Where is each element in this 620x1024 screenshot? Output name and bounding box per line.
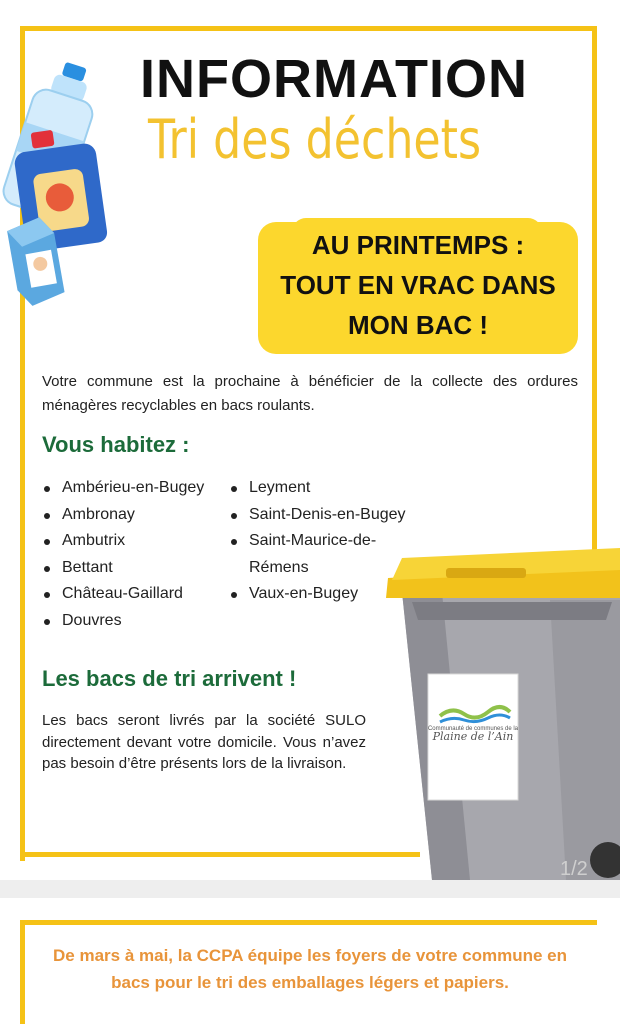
list-item: Bettant — [42, 555, 204, 582]
list-item: Château-Gaillard — [42, 581, 204, 608]
recyclables-illustration — [0, 58, 130, 308]
callout-line-2: TOUT EN VRAC DANS — [280, 270, 556, 300]
frame-border-left — [20, 920, 25, 1024]
page2-intro-text: De mars à mai, la CCPA équipe les foyers de votre commune en bacs pour le tri des emballages légers et papiers. — [53, 946, 567, 992]
frame-border-bottom — [20, 852, 420, 857]
page-title: INFORMATION — [140, 49, 528, 109]
intro-paragraph: Votre commune est la prochaine à bénéficier de la collecte des ordures ménagères recyclables en bacs roulants. — [42, 373, 578, 414]
frame-border-right — [592, 26, 597, 556]
list-item: Ambérieu-en-Bugey — [42, 475, 204, 502]
page-indicator: 1/2 — [560, 858, 588, 880]
callout-line-1: AU PRINTEMPS : — [311, 230, 525, 260]
list-item: Ambutrix — [42, 528, 204, 555]
list-item: Saint-Denis-en-Bugey — [229, 502, 406, 529]
bin-label-small: Communauté de communes de la — [427, 726, 519, 732]
bin-label: Plaine de l’Ain — [432, 730, 514, 743]
frame-border-top — [22, 920, 597, 925]
list-item: Leyment — [229, 475, 406, 502]
list-item: Vaux-en-Bugey — [229, 581, 406, 608]
recycling-bin-icon — [382, 540, 620, 880]
callout-line-3: MON BAC ! — [347, 310, 489, 340]
communes-list-col1 — [42, 475, 204, 634]
frame-border-top — [22, 26, 597, 31]
bin-label-sticker — [428, 674, 519, 800]
bacs-paragraph: Les bacs seront livrés par la société SULO directement devant votre domicile. Vous n’avez pas besoin d’être présents lors de la livraison. — [42, 712, 366, 772]
page-subtitle: Tri des déchets — [148, 108, 482, 171]
section-heading-vous-habitez: Vous habitez : — [42, 432, 190, 457]
flyer-page-2 — [0, 898, 620, 1024]
list-item: Rémens — [249, 558, 309, 576]
section-heading-bacs: Les bacs de tri arrivent ! — [42, 666, 297, 691]
list-item: Saint-Maurice-de- — [229, 528, 406, 555]
communes-list-col2 — [229, 475, 406, 608]
list-item: Ambronay — [42, 502, 204, 529]
list-item: Douvres — [42, 608, 204, 635]
